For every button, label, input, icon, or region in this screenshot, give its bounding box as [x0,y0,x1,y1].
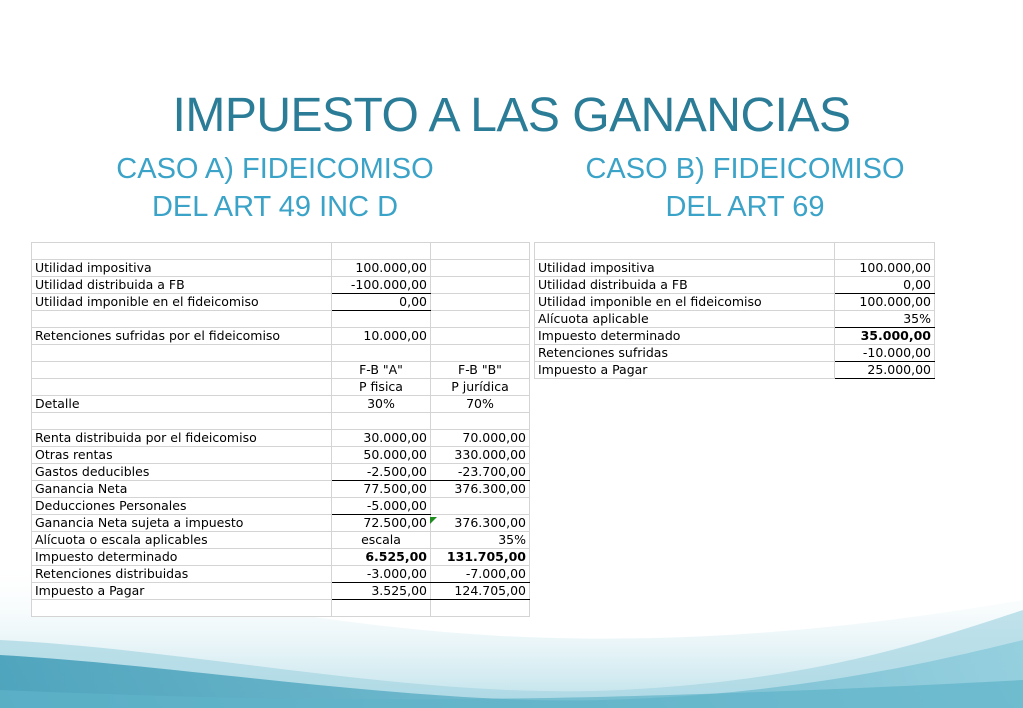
value-cell: 6.525,00 [332,549,431,566]
table-row [32,464,530,481]
value-cell: -10.000,00 [835,345,935,362]
value-cell [431,600,530,617]
value-cell: 35% [835,311,935,328]
value-cell: 35% [431,532,530,549]
case-a-table [31,242,530,617]
value-cell: -100.000,00 [332,277,431,294]
row-label-cell [32,413,332,430]
value-cell: 131.705,00 [431,549,530,566]
table-row [535,311,935,328]
value-cell: -7.000,00 [431,566,530,583]
table-row [32,600,530,617]
row-label-cell: Utilidad distribuida a FB [535,277,835,294]
row-label-cell: Retenciones sufridas [535,345,835,362]
table-row [32,498,530,515]
value-cell: 376.300,00 [431,481,530,498]
value-cell: F-B "A" [332,362,431,379]
case-b-table [534,242,935,379]
table-row [32,311,530,328]
table-row [32,447,530,464]
value-cell [431,277,530,294]
value-cell: escala [332,532,431,549]
value-cell: 70% [431,396,530,413]
row-label-cell: Deducciones Personales [32,498,332,515]
value-cell [431,498,530,515]
value-cell [431,294,530,311]
value-cell: 100.000,00 [332,260,431,277]
value-cell: -5.000,00 [332,498,431,515]
row-label-cell [32,243,332,260]
row-label-cell [32,379,332,396]
value-cell: -23.700,00 [431,464,530,481]
row-label-cell: Otras rentas [32,447,332,464]
value-cell: 25.000,00 [835,362,935,379]
value-cell [431,243,530,260]
row-label-cell: Utilidad imponible en el fideicomiso [32,294,332,311]
table-row [32,379,530,396]
row-label-cell: Renta distribuida por el fideicomiso [32,430,332,447]
value-cell [332,243,431,260]
table-row [535,294,935,311]
value-cell: 35.000,00 [835,328,935,345]
value-cell [431,328,530,345]
value-cell: 30% [332,396,431,413]
table-row [32,396,530,413]
table-row [32,430,530,447]
value-cell [431,311,530,328]
table-row [32,532,530,549]
value-cell: -2.500,00 [332,464,431,481]
row-label-cell: Utilidad distribuida a FB [32,277,332,294]
value-cell [332,600,431,617]
table-row [535,345,935,362]
table-row [32,413,530,430]
value-cell: F-B "B" [431,362,530,379]
value-cell: P fisica [332,379,431,396]
table-row [32,515,530,532]
row-label-cell: Impuesto a Pagar [32,583,332,600]
row-label-cell: Utilidad impositiva [32,260,332,277]
value-cell: 3.525,00 [332,583,431,600]
table-row [535,277,935,294]
value-cell [431,413,530,430]
table-row [32,243,530,260]
table-row [32,345,530,362]
case-a-heading: CASO A) FIDEICOMISO DEL ART 49 INC D [116,153,434,223]
table-row [32,566,530,583]
value-cell: 70.000,00 [431,430,530,447]
row-label-cell: Impuesto determinado [32,549,332,566]
row-label-cell [32,345,332,362]
value-cell [431,260,530,277]
row-label-cell [32,362,332,379]
value-cell [332,311,431,328]
value-cell [835,243,935,260]
value-cell: 124.705,00 [431,583,530,600]
table-row [32,583,530,600]
row-label-cell: Retenciones sufridas por el fideicomiso [32,328,332,345]
row-label-cell: Detalle [32,396,332,413]
table-row [32,277,530,294]
table-row [32,294,530,311]
value-cell: 10.000,00 [332,328,431,345]
page-title: IMPUESTO A LAS GANANCIAS [172,89,851,142]
row-label-cell: Ganancia Neta sujeta a impuesto [32,515,332,532]
value-cell: -3.000,00 [332,566,431,583]
row-label-cell: Retenciones distribuidas [32,566,332,583]
row-label-cell [535,243,835,260]
row-label-cell [32,311,332,328]
value-cell: 77.500,00 [332,481,431,498]
table-row [535,260,935,277]
cell-comment-marker [430,517,437,524]
row-label-cell: Alícuota o escala aplicables [32,532,332,549]
row-label-cell: Impuesto a Pagar [535,362,835,379]
value-cell: 0,00 [332,294,431,311]
table-row [535,362,935,379]
table-row [535,243,935,260]
value-cell: 330.000,00 [431,447,530,464]
row-label-cell: Utilidad imponible en el fideicomiso [535,294,835,311]
table-row [32,362,530,379]
value-cell: 72.500,00 [332,515,431,532]
value-cell: 100.000,00 [835,294,935,311]
table-row [535,328,935,345]
row-label-cell: Alícuota aplicable [535,311,835,328]
row-label-cell: Ganancia Neta [32,481,332,498]
table-row [32,549,530,566]
table-row [32,481,530,498]
value-cell: 100.000,00 [835,260,935,277]
value-cell: P jurídica [431,379,530,396]
row-label-cell [32,600,332,617]
table-row [32,328,530,345]
value-cell: 376.300,00 [431,515,530,532]
row-label-cell: Impuesto determinado [535,328,835,345]
case-b-heading: CASO B) FIDEICOMISO DEL ART 69 [585,153,905,223]
value-cell [332,345,431,362]
value-cell [431,345,530,362]
value-cell [332,413,431,430]
table-row [32,260,530,277]
value-cell: 50.000,00 [332,447,431,464]
row-label-cell: Gastos deducibles [32,464,332,481]
value-cell: 0,00 [835,277,935,294]
row-label-cell: Utilidad impositiva [535,260,835,277]
value-cell: 30.000,00 [332,430,431,447]
